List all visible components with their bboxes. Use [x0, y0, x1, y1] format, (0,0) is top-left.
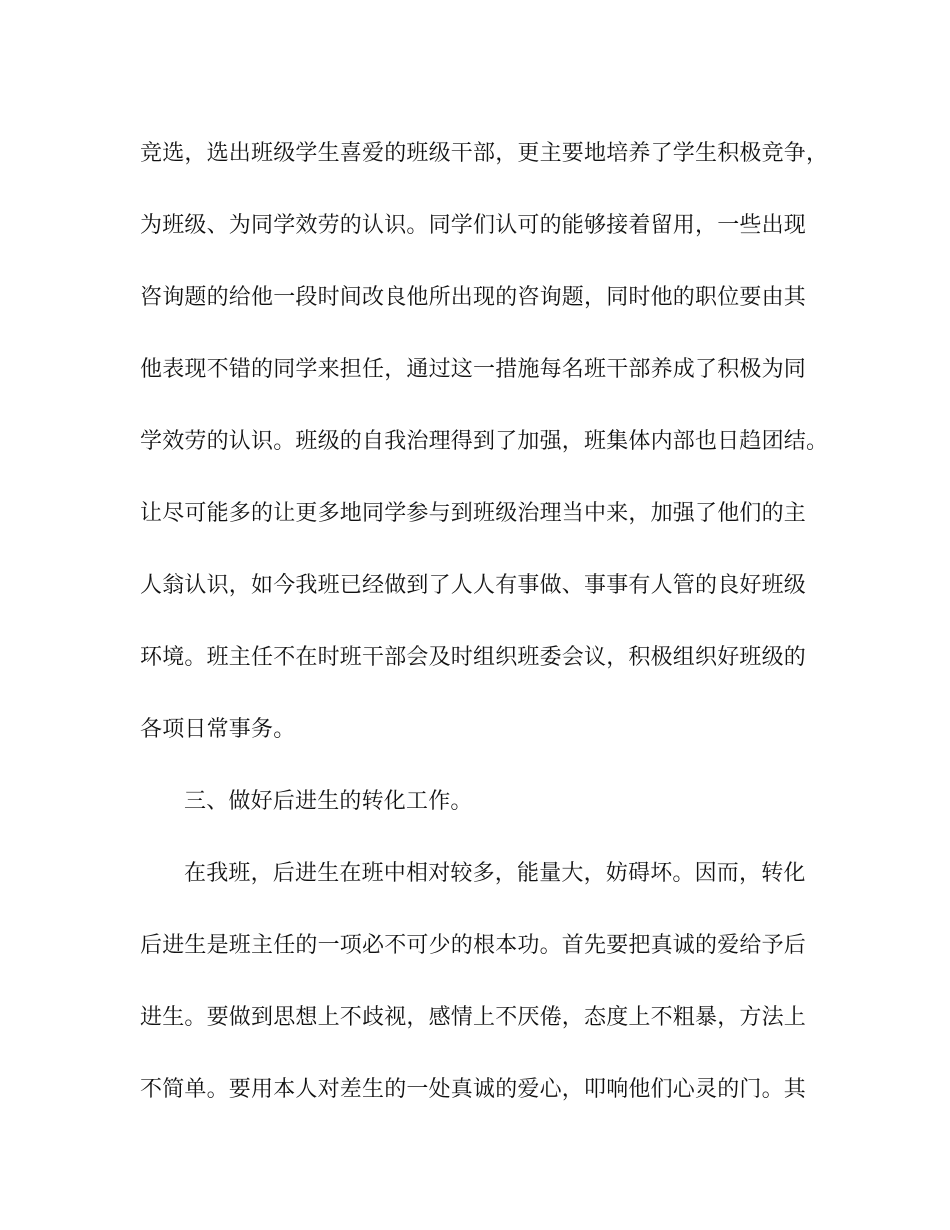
text-line: 后进生是班主任的一项必不可少的根本功。首先要把真诚的爱给予后: [140, 933, 807, 958]
text-line: 他表现不错的同学来担任，通过这一措施每名班干部养成了积极为同: [140, 357, 807, 382]
text-line: 各项日常事务。: [140, 717, 296, 742]
section-heading: 三、做好后进生的转化工作。: [184, 789, 473, 814]
body-text: [140, 118, 840, 1126]
text-line: 让尽可能多的让更多地同学参与到班级治理当中来，加强了他们的主: [140, 501, 807, 526]
text-line: 进生。要做到思想上不歧视，感情上不厌倦，态度上不粗暴，方法上: [140, 1005, 807, 1030]
text-line: 不简单。要用本人对差生的一处真诚的爱心，叩响他们心灵的门。其: [140, 1077, 807, 1102]
paragraph-first-line: 在我班，后进生在班中相对较多，能量大，妨碍坏。因而，转化: [184, 861, 806, 886]
text-line: 咨询题的给他一段时间改良他所出现的咨询题，同时他的职位要由其: [140, 285, 807, 310]
text-line: 环境。班主任不在时班干部会及时组织班委会议，积极组织好班级的: [140, 645, 807, 670]
text-line: 竞选，选出班级学生喜爱的班级干部，更主要地培养了学生积极竞争，: [140, 141, 829, 166]
text-line: 学效劳的认识。班级的自我治理得到了加强，班集体内部也日趋团结。: [140, 429, 829, 454]
text-line: 人翁认识，如今我班已经做到了人人有事做、事事有人管的良好班级: [140, 573, 807, 598]
text-line: 为班级、为同学效劳的认识。同学们认可的能够接着留用，一些出现: [140, 213, 807, 238]
